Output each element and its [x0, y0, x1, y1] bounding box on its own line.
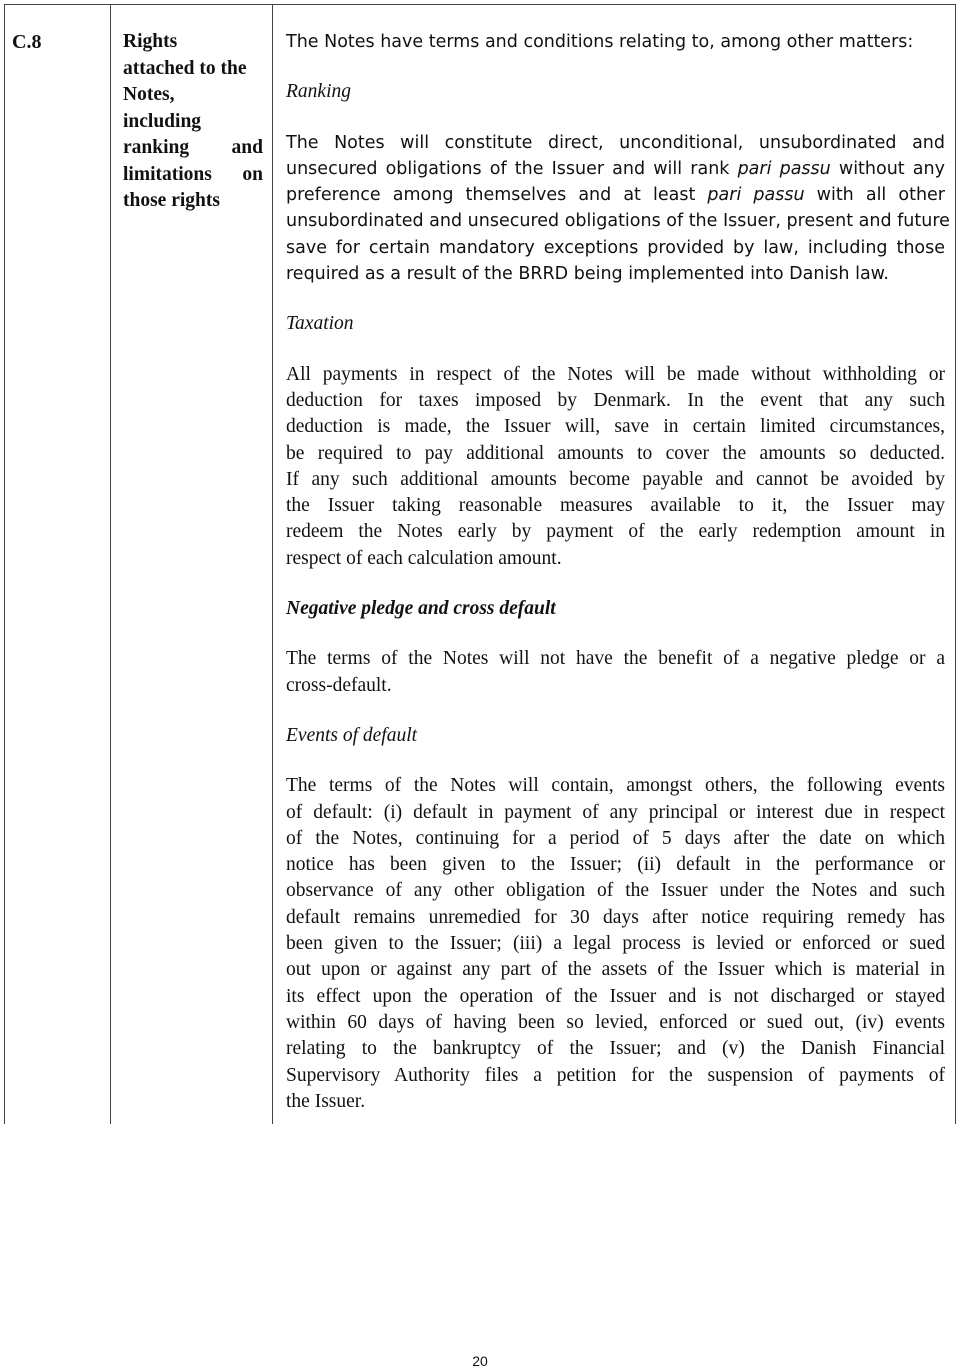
- row-title-line: including: [123, 110, 202, 132]
- text-line: Supervisory Authority files a petition for the suspension of payments of: [286, 1064, 945, 1086]
- row-title-line: Rights: [123, 31, 178, 52]
- text-line: deduction is made, the Issuer will, save in certain limited circumstances,: [286, 416, 945, 438]
- text-line: be required to pay additional amounts to cover the amounts so deducted.: [286, 442, 945, 464]
- text-line: the Issuer taking reasonable measures available to it, the Issuer may: [286, 495, 945, 517]
- text-line: unsubordinated and unsecured obligations of the Issuer, present and future: [286, 211, 950, 232]
- text-line: default remains unremedied for 30 days after notice requiring remedy has: [286, 906, 945, 928]
- text-line: within 60 days of having been so levied, enforced or sued out, (iv) events: [286, 1011, 945, 1033]
- section-heading-events-of-default: Events of default: [286, 724, 418, 746]
- text-line: notice has been given to the Issuer; (ii) default in the performance or: [286, 854, 945, 876]
- row-title-line: attached to the: [123, 57, 247, 79]
- text-line: deduction for taxes imposed by Denmark. In the event that any such: [286, 389, 945, 411]
- section-heading-ranking: Ranking: [286, 81, 351, 103]
- table-border-divider-1: [110, 4, 111, 1124]
- text-line: respect of each calculation amount.: [286, 547, 562, 569]
- row-title-line: ranking and: [123, 137, 263, 158]
- text-line: of default: (i) default in payment of any principal or interest due in respect: [286, 801, 945, 823]
- section-body-events-of-default: [286, 773, 945, 1115]
- text-line: cross-default.: [286, 674, 392, 696]
- section-body-negative-pledge: [286, 646, 945, 699]
- table-border-left: [4, 4, 5, 1124]
- text-line: been given to the Issuer; (iii) a legal process is levied or enforced or sued: [286, 933, 945, 955]
- text-line: preference among themselves and at least pari passu with all other: [286, 185, 945, 206]
- row-id: C.8: [12, 31, 42, 53]
- text-line: required as a result of the BRRD being implemented into Danish law.: [286, 264, 889, 285]
- text-line: The terms of the Notes will contain, amongst others, the following events: [286, 775, 945, 797]
- row-title: [123, 29, 263, 215]
- text-line: save for certain mandatory exceptions provided by law, including those: [286, 237, 945, 258]
- text-line: redeem the Notes early by payment of the early redemption amount in: [286, 521, 945, 543]
- text-line: All payments in respect of the Notes will be made without withholding or: [286, 363, 945, 385]
- section-body-ranking: [286, 130, 950, 288]
- text-line: unsecured obligations of the Issuer and will rank pari passu without any: [286, 158, 945, 179]
- page-number: 20: [472, 1353, 488, 1369]
- section-body-taxation: [286, 362, 945, 572]
- table-border-divider-2: [272, 4, 273, 1124]
- row-title-line: Notes,: [123, 84, 175, 105]
- row-title-line: limitations on: [123, 163, 263, 185]
- text-line: its effect upon the operation of the Issuer and is not discharged or stayed: [286, 985, 945, 1007]
- latin-term: pari passu: [707, 185, 805, 206]
- table-border-right: [955, 4, 956, 1124]
- latin-term: pari passu: [737, 158, 831, 179]
- table-border-top: [4, 4, 956, 5]
- section-heading-taxation: Taxation: [286, 313, 354, 335]
- text-line: The terms of the Notes will not have the benefit of a negative pledge or a: [286, 648, 945, 670]
- text-line: observance of any other obligation of the Issuer under the Notes and such: [286, 880, 945, 902]
- text-line: the Issuer.: [286, 1090, 366, 1112]
- row-title-line: those rights: [123, 190, 220, 211]
- section-heading-negative-pledge: Negative pledge and cross default: [286, 598, 556, 620]
- text-line: out upon or against any part of the assets of the Issuer which is material in: [286, 959, 945, 981]
- text-line: The Notes will constitute direct, unconditional, unsubordinated and: [286, 132, 945, 153]
- text-line: relating to the bankruptcy of the Issuer; and (v) the Danish Financial: [286, 1038, 945, 1060]
- row-content: [286, 29, 950, 1115]
- intro-text: The Notes have terms and conditions relating to, among other matters:: [286, 32, 914, 52]
- text-line: of the Notes, continuing for a period of 5 days after the date on which: [286, 827, 945, 849]
- text-line: If any such additional amounts become payable and cannot be avoided by: [286, 468, 945, 490]
